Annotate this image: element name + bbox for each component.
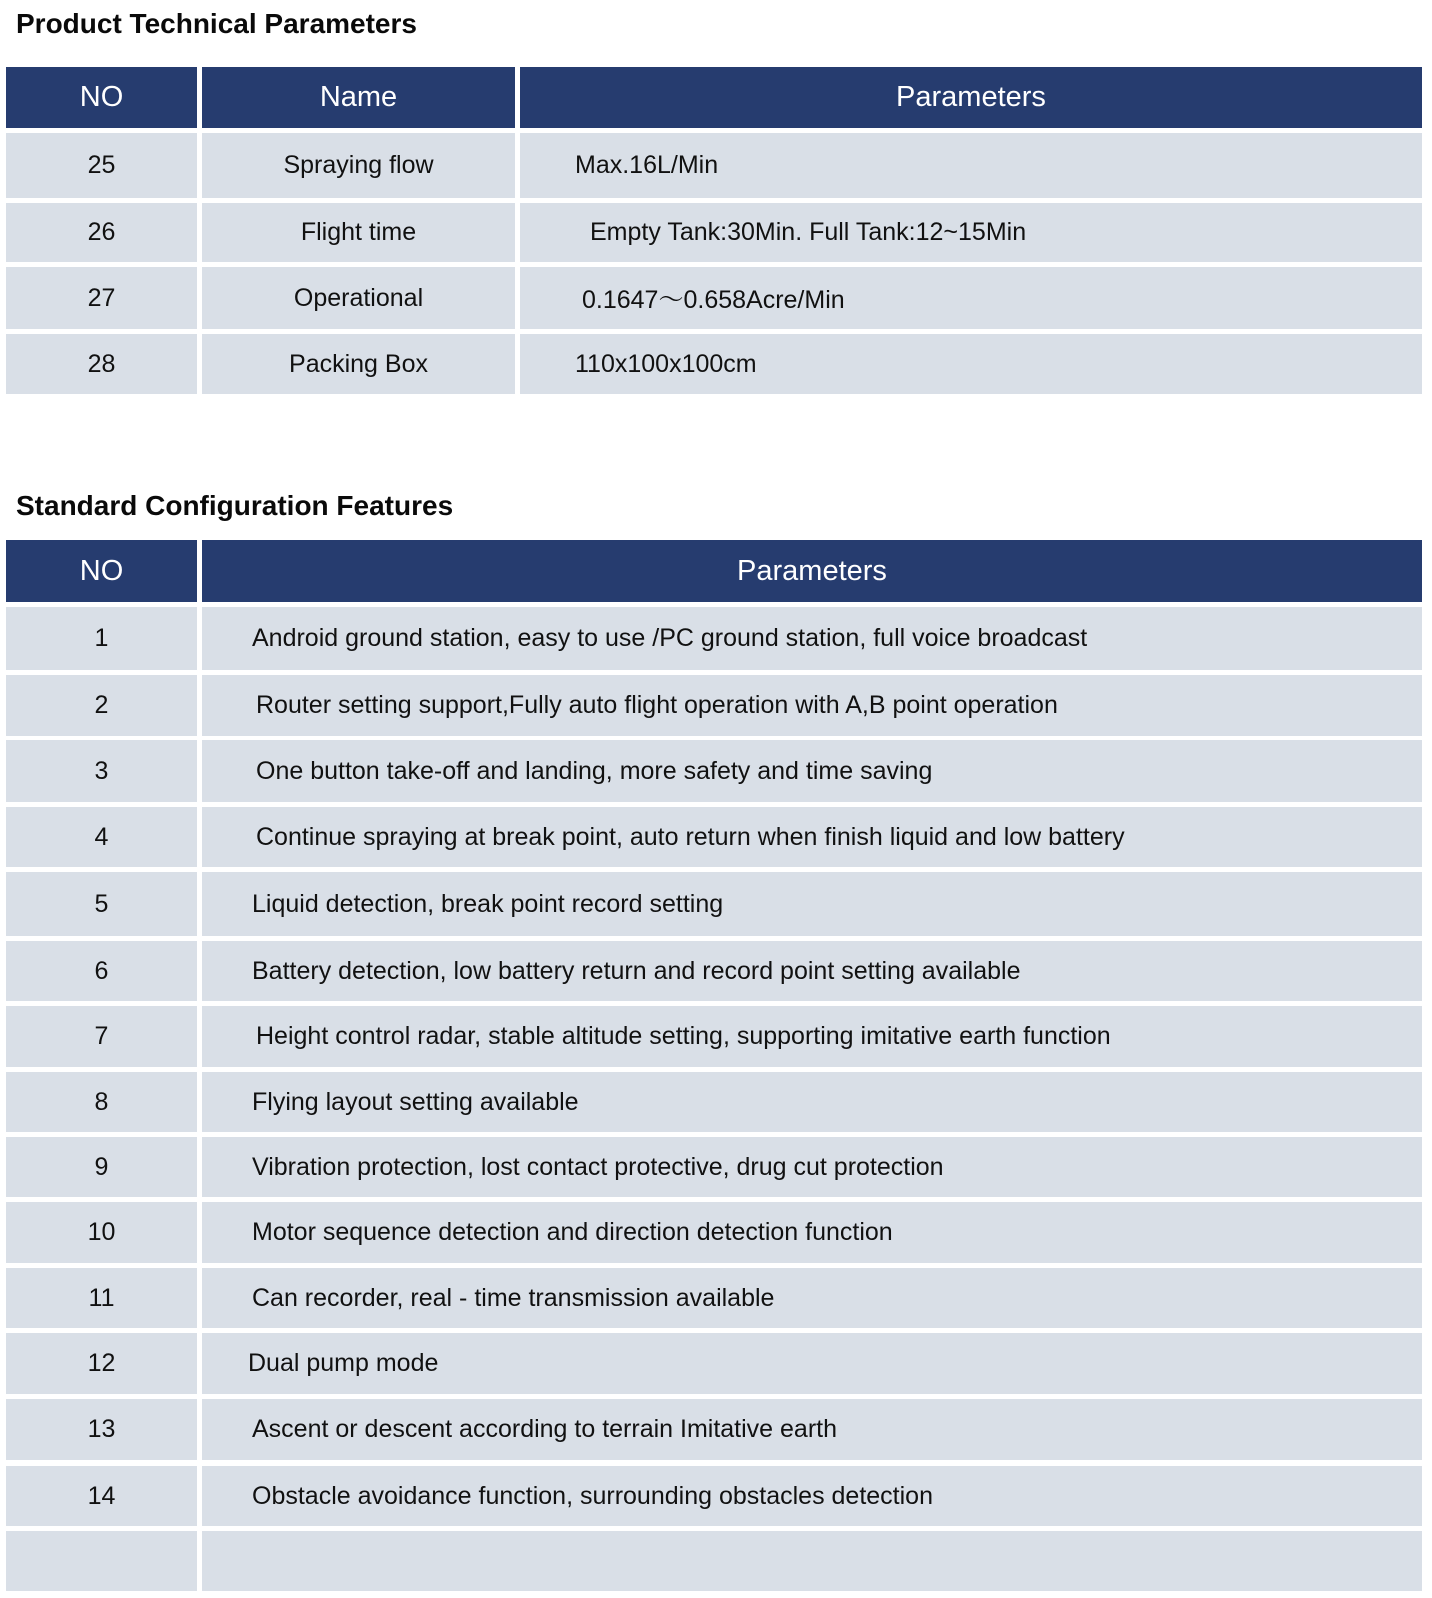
row-no: 1 bbox=[6, 607, 197, 670]
row-no: 3 bbox=[6, 740, 197, 802]
table-row bbox=[6, 267, 1422, 329]
header-no: NO bbox=[6, 540, 197, 602]
table-row bbox=[6, 872, 1422, 936]
row-parameters: One button take-off and landing, more safety and time saving bbox=[202, 740, 1422, 802]
row-parameters: Obstacle avoidance function, surrounding obstacles detection bbox=[202, 1466, 1422, 1526]
row-no: 5 bbox=[6, 872, 197, 936]
row-no: 25 bbox=[6, 133, 197, 198]
table-row bbox=[6, 675, 1422, 736]
table-header-row bbox=[6, 540, 1422, 602]
table-row bbox=[6, 1072, 1422, 1132]
table-row bbox=[6, 607, 1422, 670]
row-no: 27 bbox=[6, 267, 197, 329]
row-parameters: Empty Tank:30Min. Full Tank:12~15Min bbox=[520, 203, 1422, 262]
row-parameters: 110x100x100cm bbox=[520, 334, 1422, 394]
row-name: Operational bbox=[202, 267, 515, 329]
table-row bbox=[6, 1466, 1422, 1526]
table-row bbox=[6, 807, 1422, 867]
row-parameters: Router setting support,Fully auto flight operation with A,B point operation bbox=[202, 675, 1422, 736]
row-parameters: 0.1647～0.658Acre/Min bbox=[520, 267, 1422, 329]
row-no: 4 bbox=[6, 807, 197, 867]
row-parameters: Battery detection, low battery return and record point setting available bbox=[202, 941, 1422, 1001]
row-no bbox=[6, 1531, 197, 1591]
header-parameters: Parameters bbox=[520, 67, 1422, 128]
row-no: 14 bbox=[6, 1466, 197, 1526]
row-no: 13 bbox=[6, 1399, 197, 1460]
row-no: 26 bbox=[6, 203, 197, 262]
row-parameters: Max.16L/Min bbox=[520, 133, 1422, 198]
row-no: 8 bbox=[6, 1072, 197, 1132]
row-no: 28 bbox=[6, 334, 197, 394]
header-name: Name bbox=[202, 67, 515, 128]
table-row bbox=[6, 1531, 1422, 1591]
table-row bbox=[6, 203, 1422, 262]
row-no: 6 bbox=[6, 941, 197, 1001]
table-row bbox=[6, 740, 1422, 802]
row-name: Packing Box bbox=[202, 334, 515, 394]
section-title-configuration-features: Standard Configuration Features bbox=[16, 490, 454, 521]
table-header-row bbox=[6, 67, 1422, 128]
row-parameters: Height control radar, stable altitude setting, supporting imitative earth function bbox=[202, 1006, 1422, 1067]
row-parameters: Android ground station, easy to use /PC ground station, full voice broadcast bbox=[202, 607, 1422, 670]
header-parameters: Parameters bbox=[202, 540, 1422, 602]
row-name: Flight time bbox=[202, 203, 515, 262]
row-parameters: Liquid detection, break point record setting bbox=[202, 872, 1422, 936]
row-parameters: Can recorder, real - time transmission available bbox=[202, 1268, 1422, 1328]
row-parameters: Continue spraying at break point, auto return when finish liquid and low battery bbox=[202, 807, 1422, 867]
section-title-technical-parameters: Product Technical Parameters bbox=[16, 8, 417, 39]
table-row bbox=[6, 1268, 1422, 1328]
row-no: 7 bbox=[6, 1006, 197, 1067]
table-row bbox=[6, 1006, 1422, 1067]
row-parameters: Flying layout setting available bbox=[202, 1072, 1422, 1132]
row-no: 12 bbox=[6, 1333, 197, 1394]
row-parameters bbox=[202, 1531, 1422, 1591]
row-parameters: Dual pump mode bbox=[202, 1333, 1422, 1394]
row-parameters: Ascent or descent according to terrain Imitative earth bbox=[202, 1399, 1422, 1460]
row-no: 10 bbox=[6, 1202, 197, 1263]
table-row bbox=[6, 1137, 1422, 1197]
row-no: 2 bbox=[6, 675, 197, 736]
row-parameters: Vibration protection, lost contact protective, drug cut protection bbox=[202, 1137, 1422, 1197]
table-row bbox=[6, 334, 1422, 394]
table-row bbox=[6, 1399, 1422, 1460]
row-parameters: Motor sequence detection and direction detection function bbox=[202, 1202, 1422, 1263]
table-row bbox=[6, 941, 1422, 1001]
row-no: 11 bbox=[6, 1268, 197, 1328]
table-row bbox=[6, 1333, 1422, 1394]
table-row bbox=[6, 1202, 1422, 1263]
row-name: Spraying flow bbox=[202, 133, 515, 198]
header-no: NO bbox=[6, 67, 197, 128]
row-no: 9 bbox=[6, 1137, 197, 1197]
table-row bbox=[6, 133, 1422, 198]
